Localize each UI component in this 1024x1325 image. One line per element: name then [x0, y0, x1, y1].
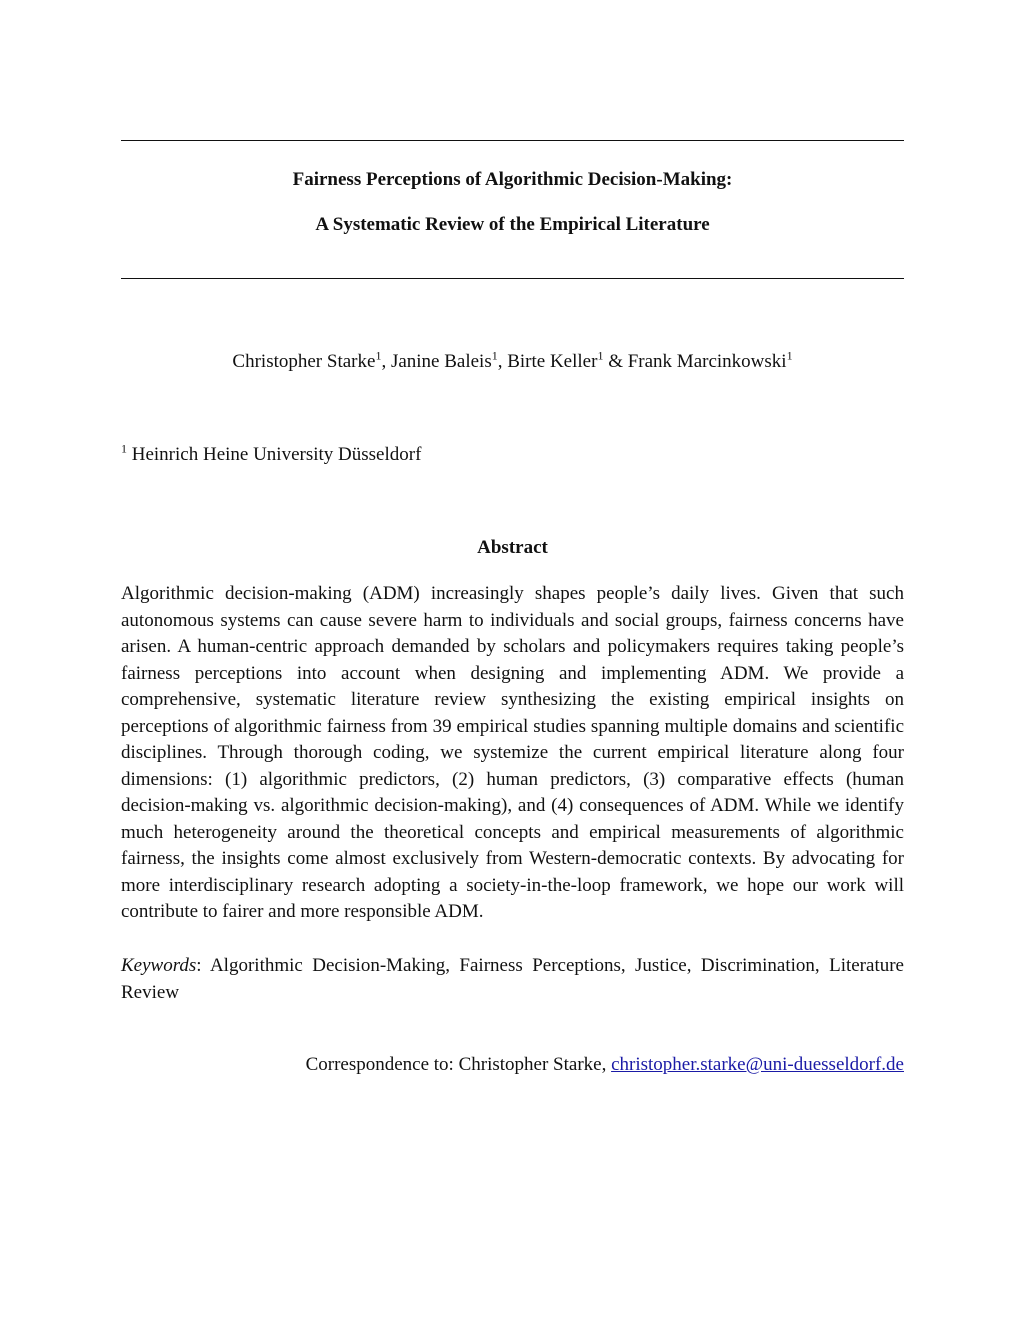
keywords-label: Keywords [121, 955, 197, 976]
author-name: Janine Baleis [390, 351, 492, 372]
author-name: Birte Keller [507, 351, 598, 372]
author-name: Frank Marcinkowski [627, 351, 787, 372]
keywords-colon: : [196, 955, 202, 976]
affiliation-mark: 1 [375, 348, 382, 363]
bottom-horizontal-rule [121, 278, 904, 279]
paper-title-line-2: A Systematic Review of the Empirical Literature [315, 214, 710, 235]
author-separator: , [381, 351, 391, 372]
affiliation [121, 442, 421, 468]
author-name: Christopher Starke [232, 351, 376, 372]
affiliation-mark: 1 [121, 441, 127, 456]
affiliation-text: Heinrich Heine University Düsseldorf [131, 444, 422, 465]
top-horizontal-rule [121, 140, 904, 141]
email-link[interactable]: christopher.starke@uni-duesseldorf.de [611, 1054, 904, 1075]
abstract-body: Algorithmic decision-making (ADM) increasingly shapes people’s daily lives. Given that such autonomous systems can cause severe harm to individuals and social groups, fairness concerns have arisen. A human-centric approach demanded by scholars and policymakers requires taking people’s fairness perceptions into account when designing and implementing ADM. We provide a comprehensive, systematic literature review synthesizing the existing empirical insights on perceptions of algorithmic fairness from 39 empirical studies spanning multiple domains and scientific disciplines. Through thorough coding, we systemize the current empirical literature along four dimensions: (1) algorithmic predictors, (2) human predictors, (3) comparative effects (human decision-making vs. algorithmic decision-making), and (4) consequences of ADM. While we identify much heterogeneity around the theoretical concepts and empirical measurements of algorithmic fairness, the insights come almost exclusively from Western-democratic contexts. By advocating for more interdisciplinary research adopting a society-in-the-loop framework, we hope our work will contribute to fairer and more responsible ADM. [121, 583, 904, 922]
author-separator: , [497, 351, 508, 372]
author-separator: & [603, 351, 628, 372]
keywords-text: Algorithmic Decision-Making, Fairness Perceptions, Justice, Discrimination, Literature Review [121, 955, 904, 1003]
author-list [121, 349, 904, 375]
correspondence-line [121, 1052, 904, 1078]
correspondence-prefix: Correspondence to: Christopher Starke, [305, 1054, 612, 1075]
keywords-paragraph [121, 953, 904, 1006]
affiliation-mark: 1 [491, 348, 498, 363]
affiliation-mark: 1 [786, 348, 793, 363]
affiliation-mark: 1 [597, 348, 604, 363]
paper-title-line-1: Fairness Perceptions of Algorithmic Decision-Making: [292, 169, 733, 190]
abstract-heading: Abstract [477, 537, 548, 558]
